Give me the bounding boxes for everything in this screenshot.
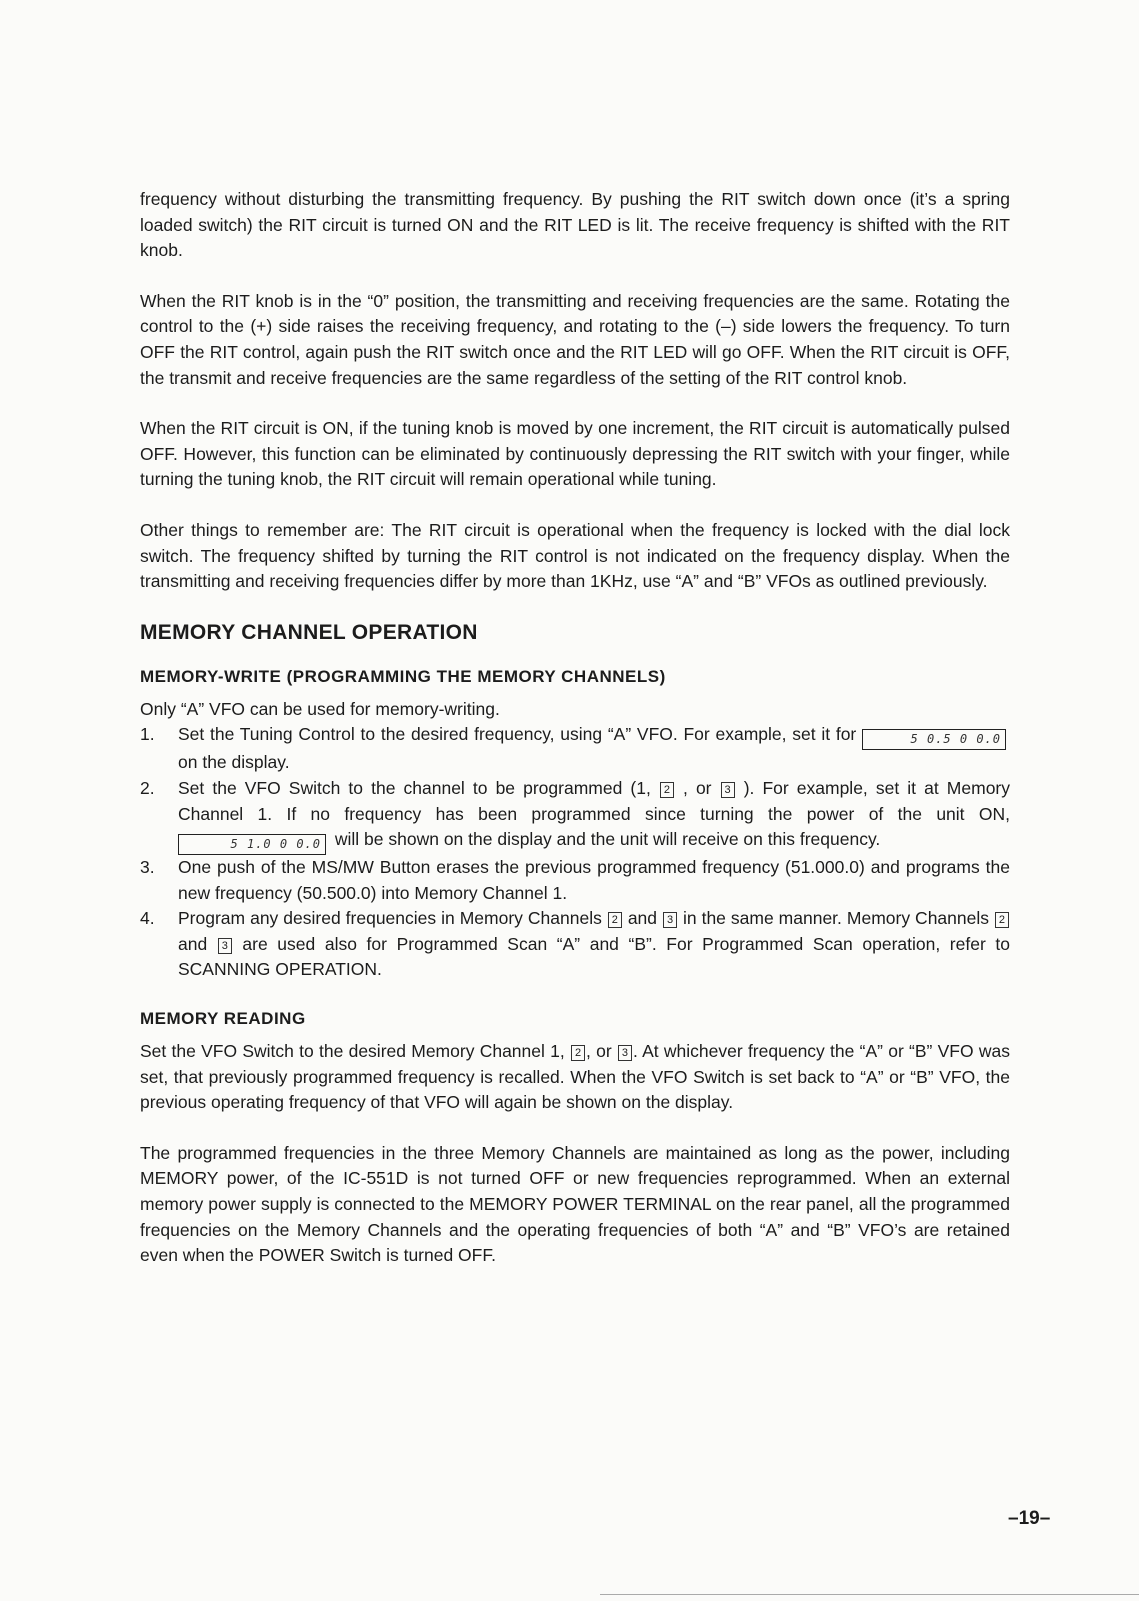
step-text: Set the VFO Switch to the channel to be programmed (1, bbox=[178, 777, 659, 798]
text: . At whichever frequency the “A” or “B” VFO was set, that previously programmed frequency is recalled. When the VFO Switch is set back to “A” or “B” VFO, the previous operating frequency of that VFO will again be shown on the display. bbox=[140, 1041, 1010, 1113]
list-item bbox=[140, 776, 1010, 855]
step-text: in the same manner. Memory Channels bbox=[682, 908, 994, 929]
memory-write-steps bbox=[140, 722, 1010, 983]
memory-reading-heading: MEMORY READING bbox=[140, 1009, 306, 1029]
step-number: 3. bbox=[140, 857, 155, 878]
channel-2-box: 2 bbox=[995, 912, 1009, 928]
channel-2-box: 2 bbox=[571, 1045, 585, 1061]
channel-3-box: 3 bbox=[618, 1045, 632, 1061]
list-item bbox=[140, 722, 1010, 776]
step-text: ). For example, set it at Memory Channel 1. If no frequency has been programmed since turning the power of the unit ON, bbox=[178, 777, 1010, 824]
list-item bbox=[140, 906, 1010, 983]
step-text: are used also for Programmed Scan “A” and “B”. For Programmed Scan operation, refer to SCANNING OPERATION. bbox=[178, 933, 1010, 980]
text: , or bbox=[586, 1041, 617, 1062]
channel-3-box: 3 bbox=[663, 912, 677, 928]
paragraph-rit-intro: frequency without disturbing the transmitting frequency. By pushing the RIT switch down once (it’s a spring loaded switch) the RIT circuit is turned ON and the RIT LED is lit. The receive frequency is shifted with the RIT knob. bbox=[140, 189, 1010, 261]
paragraph-memory-reading bbox=[140, 1039, 1010, 1116]
paragraph-rit-knob: When the RIT knob is in the “0” position, the transmitting and receiving frequencies are the same. Rotating the control to the (+) side raises the receiving frequency, and rotating to the (–) side lowers the frequency. To turn OFF the RIT control, again push the RIT switch once and the RIT LED will go OFF. When the RIT circuit is OFF, the transmit and receive frequencies are the same regardless of the setting of the RIT control knob. bbox=[140, 290, 1010, 388]
memory-write-lead: Only “A” VFO can be used for memory-writing. bbox=[140, 698, 500, 719]
step-number: 4. bbox=[140, 908, 155, 929]
step-text: on the display. bbox=[178, 752, 290, 773]
frequency-display-default: 5 1.0 0 0.0 bbox=[178, 834, 326, 855]
step-number: 1. bbox=[140, 724, 155, 745]
step-text: and bbox=[627, 908, 662, 929]
memory-write-heading: MEMORY-WRITE (PROGRAMMING THE MEMORY CHANNELS) bbox=[140, 666, 666, 686]
step-text: will be shown on the display and the unit will receive on this frequency. bbox=[334, 829, 881, 850]
step-number: 2. bbox=[140, 777, 155, 798]
bottom-rule bbox=[600, 1594, 1139, 1595]
channel-3-box: 3 bbox=[218, 938, 232, 954]
step-text: Program any desired frequencies in Memory Channels bbox=[178, 908, 607, 929]
step-text: , or bbox=[683, 777, 720, 798]
channel-3-box: 3 bbox=[721, 782, 735, 798]
manual-page bbox=[140, 187, 1010, 1269]
list-item bbox=[140, 855, 1010, 906]
paragraph-memory-retention: The programmed frequencies in the three Memory Channels are maintained as long as the power, including MEMORY power, of the IC-551D is not turned OFF or new frequencies reprogrammed. When an external memory power supply is connected to the MEMORY POWER TERMINAL on the rear panel, all the programmed frequencies on the Memory Channels and the operating frequencies of both “A” and “B” VFO’s are retained even when the POWER Switch is turned OFF. bbox=[140, 1142, 1010, 1266]
step-text: One push of the MS/MW Button erases the previous programmed frequency (51.000.0) and programs the new frequency (50.500.0) into Memory Channel 1. bbox=[178, 857, 1010, 903]
step-text: Set the Tuning Control to the desired frequency, using “A” VFO. For example, set it for bbox=[178, 724, 862, 745]
page-number: –19– bbox=[1008, 1508, 1051, 1529]
text: Set the VFO Switch to the desired Memory Channel 1, bbox=[140, 1041, 570, 1062]
channel-2-box: 2 bbox=[608, 912, 622, 928]
paragraph-rit-pulsed-off: When the RIT circuit is ON, if the tuning knob is moved by one increment, the RIT circuit is automatically pulsed OFF. However, this function can be eliminated by continuously depressing the RIT switch with your finger, while turning the tuning knob, the RIT circuit will remain operational while tuning. bbox=[140, 418, 1010, 490]
section-title: MEMORY CHANNEL OPERATION bbox=[140, 620, 478, 644]
channel-2-box: 2 bbox=[660, 782, 674, 798]
step-text: and bbox=[178, 933, 217, 954]
paragraph-rit-remember: Other things to remember are: The RIT circuit is operational when the frequency is locked with the dial lock switch. The frequency shifted by turning the RIT control is not indicated on the frequency display. When the transmitting and receiving frequencies differ by more than 1KHz, use “A” and “B” VFOs as outlined previously. bbox=[140, 519, 1010, 592]
frequency-display-example: 5 0.5 0 0.0 bbox=[862, 729, 1006, 750]
